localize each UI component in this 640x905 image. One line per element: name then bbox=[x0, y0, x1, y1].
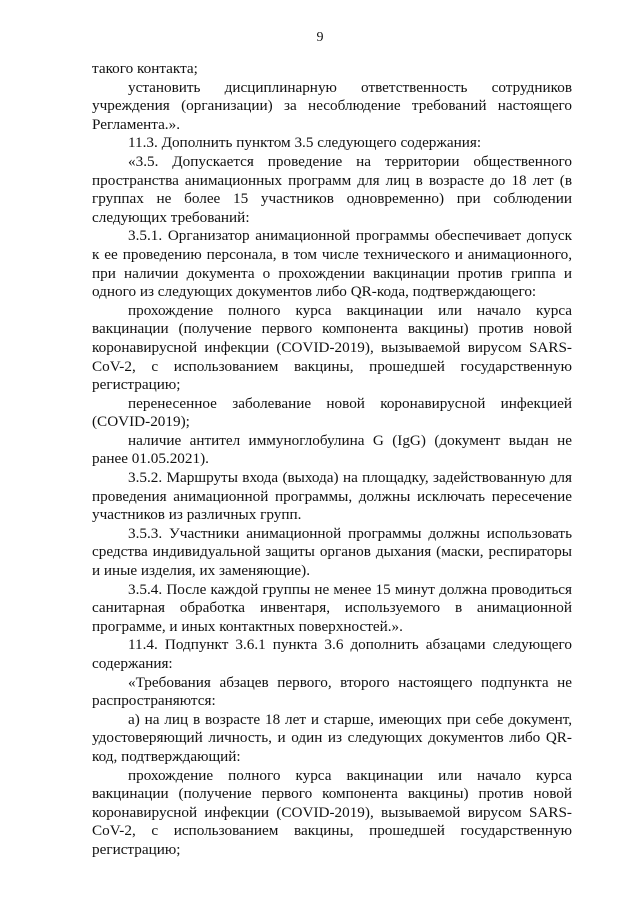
paragraph-3-5-2: 3.5.2. Маршруты входа (выхода) на площадку, задействованную для проведения анимационной программы, должны исключать пересечение участников из различных групп. bbox=[92, 469, 572, 524]
paragraph-3-5: «3.5. Допускается проведение на территории общественного пространства анимационных программ для лиц в возрасте до 18 лет (в группах не более 15 участников одновременно) при соблюдении следующих требований: bbox=[92, 152, 572, 226]
paragraph-antibodies: наличие антител иммуноглобулина G (IgG) (документ выдан не ранее 01.05.2021). bbox=[92, 431, 572, 468]
page-number: 9 bbox=[316, 30, 324, 45]
paragraph-disciplinary-responsibility: установить дисциплинарную ответственность сотрудников учреждения (организации) за несоблюдение требований настоящего Регламента.». bbox=[92, 78, 572, 133]
paragraph-3-5-4: 3.5.4. После каждой группы не менее 15 минут должна проводиться санитарная обработка инвентаря, используемого в анимационной программе, и иных контактных поверхностей.». bbox=[92, 580, 572, 635]
document-body bbox=[92, 60, 572, 860]
paragraph-contact-end: такого контакта; bbox=[92, 60, 198, 77]
paragraph-vaccination-course-2: прохождение полного курса вакцинации или начало курса вакцинации (получение первого компонента вакцины) против новой коронавирусной инфекции (COVID-2019), вызываемой вирусом SARS-CoV-2, с использованием вакцины, прошедшей государственную регистрацию; bbox=[92, 766, 572, 858]
paragraph-requirements-exemption: «Требования абзацев первого, второго настоящего подпункта не распространяются: bbox=[92, 673, 572, 710]
paragraph-3-5-1: 3.5.1. Организатор анимационной программы обеспечивает допуск к ее проведению персонала, в том числе технического и анимационного, при наличии документа о прохождении вакцинации против гриппа и одного из следующих документов либо QR-кода, подтверждающего: bbox=[92, 227, 572, 301]
paragraph-3-5-3: 3.5.3. Участники анимационной программы должны использовать средства индивидуальной защиты органов дыхания (маски, респираторы и иные изделия, их заменяющие). bbox=[92, 524, 572, 580]
paragraph-11-4: 11.4. Подпункт 3.6.1 пункта 3.6 дополнить абзацами следующего содержания: bbox=[92, 636, 572, 672]
paragraph-item-a: а) на лиц в возрасте 18 лет и старше, имеющих при себе документ, удостоверяющий личность, и один из следующих документов либо QR-код, подтверждающий: bbox=[92, 710, 572, 765]
paragraph-11-3: 11.3. Дополнить пунктом 3.5 следующего содержания: bbox=[128, 134, 482, 152]
paragraph-recovered-disease: перенесенное заболевание новой коронавирусной инфекцией (COVID-2019); bbox=[92, 394, 572, 431]
paragraph-vaccination-course: прохождение полного курса вакцинации или начало курса вакцинации (получение первого компонента вакцины) против новой коронавирусной инфекции (COVID-2019), вызываемой вирусом SARS-CoV-2, с использованием вакцины, прошедшей государственную регистрацию; bbox=[92, 301, 572, 394]
